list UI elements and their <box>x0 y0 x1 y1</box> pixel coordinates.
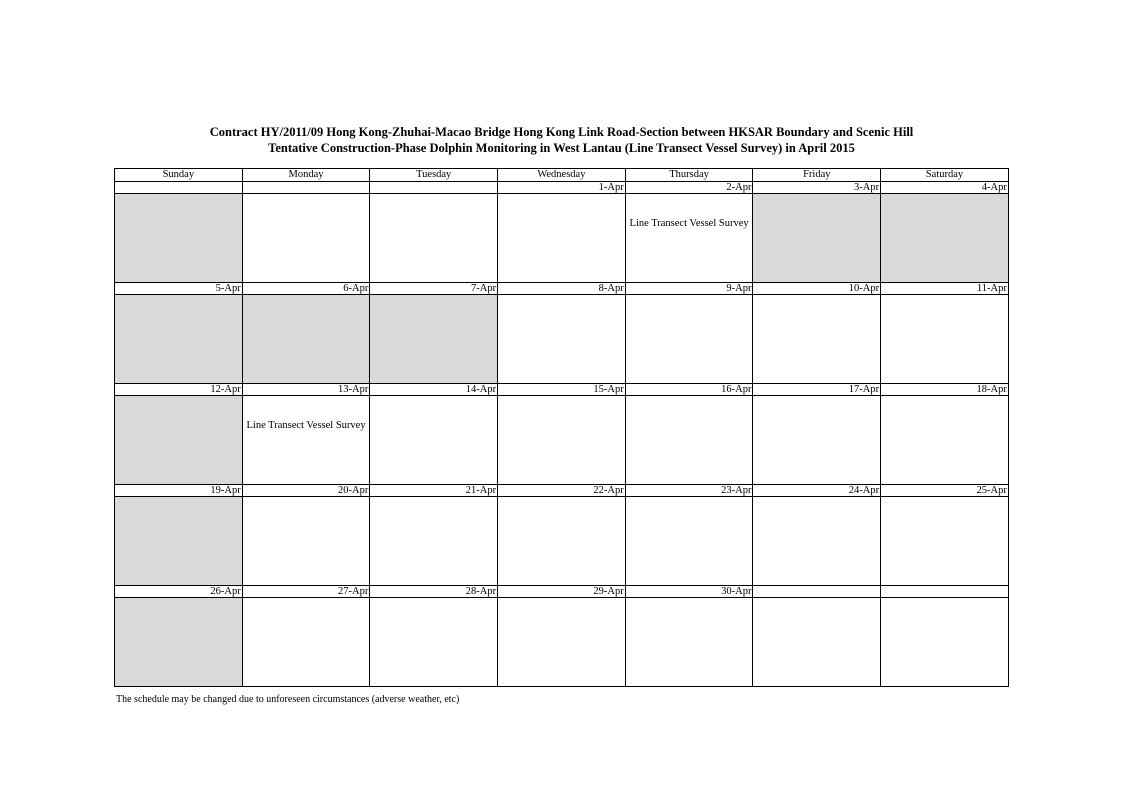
date-label: 10-Apr <box>753 283 881 295</box>
date-label: 19-Apr <box>115 485 243 497</box>
day-cell-shaded <box>115 194 243 283</box>
weekday-header-row <box>115 169 1009 182</box>
day-cell <box>881 497 1009 586</box>
date-label: 3-Apr <box>753 182 881 194</box>
day-cell <box>242 194 370 283</box>
day-cell <box>370 194 498 283</box>
day-cell-shaded <box>242 295 370 384</box>
schedule-footnote: The schedule may be changed due to unforeseen circumstances (adverse weather, etc) <box>116 694 460 705</box>
day-cell <box>370 598 498 687</box>
day-cell <box>242 598 370 687</box>
day-cell <box>498 194 626 283</box>
date-label: 15-Apr <box>498 384 626 396</box>
date-label: 7-Apr <box>370 283 498 295</box>
date-label: 6-Apr <box>242 283 370 295</box>
date-label: 2-Apr <box>625 182 753 194</box>
week-body-row <box>115 396 1009 485</box>
day-cell <box>753 598 881 687</box>
date-label: 25-Apr <box>881 485 1009 497</box>
weekday-header-tuesday: Tuesday <box>370 169 498 182</box>
date-label <box>753 586 881 598</box>
date-label <box>115 182 243 194</box>
weekday-header-thursday: Thursday <box>625 169 753 182</box>
date-label: 9-Apr <box>625 283 753 295</box>
week-body-row <box>115 497 1009 586</box>
date-label: 20-Apr <box>242 485 370 497</box>
weekday-header-friday: Friday <box>753 169 881 182</box>
day-cell <box>881 598 1009 687</box>
weekday-header-monday: Monday <box>242 169 370 182</box>
day-cell <box>625 497 753 586</box>
day-cell <box>625 194 753 283</box>
weekday-header-saturday: Saturday <box>881 169 1009 182</box>
week-date-row <box>115 384 1009 396</box>
day-cell-shaded <box>115 396 243 485</box>
weekday-header-sunday: Sunday <box>115 169 243 182</box>
day-cell-shaded <box>115 598 243 687</box>
date-label: 12-Apr <box>115 384 243 396</box>
date-label: 28-Apr <box>370 586 498 598</box>
document-title: Contract HY/2011/09 Hong Kong-Zhuhai-Macao Bridge Hong Kong Link Road-Section between HKSAR Boundary and Scenic Hill <box>209 125 914 139</box>
day-cell <box>370 497 498 586</box>
date-label: 8-Apr <box>498 283 626 295</box>
day-cell-shaded <box>370 295 498 384</box>
week-body-row <box>115 598 1009 687</box>
date-label: 4-Apr <box>881 182 1009 194</box>
date-label: 17-Apr <box>753 384 881 396</box>
week-date-row <box>115 586 1009 598</box>
day-cell <box>753 295 881 384</box>
day-cell <box>753 396 881 485</box>
week-date-row <box>115 182 1009 194</box>
day-cell <box>881 396 1009 485</box>
day-cell <box>753 497 881 586</box>
date-label: 27-Apr <box>242 586 370 598</box>
week-body-row <box>115 295 1009 384</box>
day-cell <box>242 497 370 586</box>
date-label: 22-Apr <box>498 485 626 497</box>
day-cell <box>625 598 753 687</box>
day-cell <box>498 295 626 384</box>
date-label: 26-Apr <box>115 586 243 598</box>
date-label: 14-Apr <box>370 384 498 396</box>
week-date-row <box>115 283 1009 295</box>
date-label: 21-Apr <box>370 485 498 497</box>
day-cell <box>498 598 626 687</box>
day-cell-shaded <box>753 194 881 283</box>
survey-event: Line Transect Vessel Survey <box>629 218 749 229</box>
day-cell <box>881 295 1009 384</box>
calendar-grid <box>114 168 1009 687</box>
document-subtitle: Tentative Construction-Phase Dolphin Monitoring in West Lantau (Line Transect Vessel Survey) in April 2015 <box>268 141 855 155</box>
week-date-row <box>115 485 1009 497</box>
date-label <box>881 586 1009 598</box>
date-label: 18-Apr <box>881 384 1009 396</box>
date-label <box>370 182 498 194</box>
day-cell-shaded <box>115 497 243 586</box>
date-label: 5-Apr <box>115 283 243 295</box>
date-label: 11-Apr <box>881 283 1009 295</box>
date-label: 16-Apr <box>625 384 753 396</box>
day-cell <box>625 295 753 384</box>
date-label: 30-Apr <box>625 586 753 598</box>
day-cell-shaded <box>881 194 1009 283</box>
day-cell <box>625 396 753 485</box>
date-label: 13-Apr <box>242 384 370 396</box>
weekday-header-wednesday: Wednesday <box>498 169 626 182</box>
date-label: 24-Apr <box>753 485 881 497</box>
date-label <box>242 182 370 194</box>
day-cell <box>242 396 370 485</box>
day-cell <box>498 497 626 586</box>
week-body-row <box>115 194 1009 283</box>
date-label: 29-Apr <box>498 586 626 598</box>
survey-event: Line Transect Vessel Survey <box>246 420 366 431</box>
day-cell <box>370 396 498 485</box>
date-label: 1-Apr <box>498 182 626 194</box>
day-cell <box>498 396 626 485</box>
date-label: 23-Apr <box>625 485 753 497</box>
day-cell-shaded <box>115 295 243 384</box>
